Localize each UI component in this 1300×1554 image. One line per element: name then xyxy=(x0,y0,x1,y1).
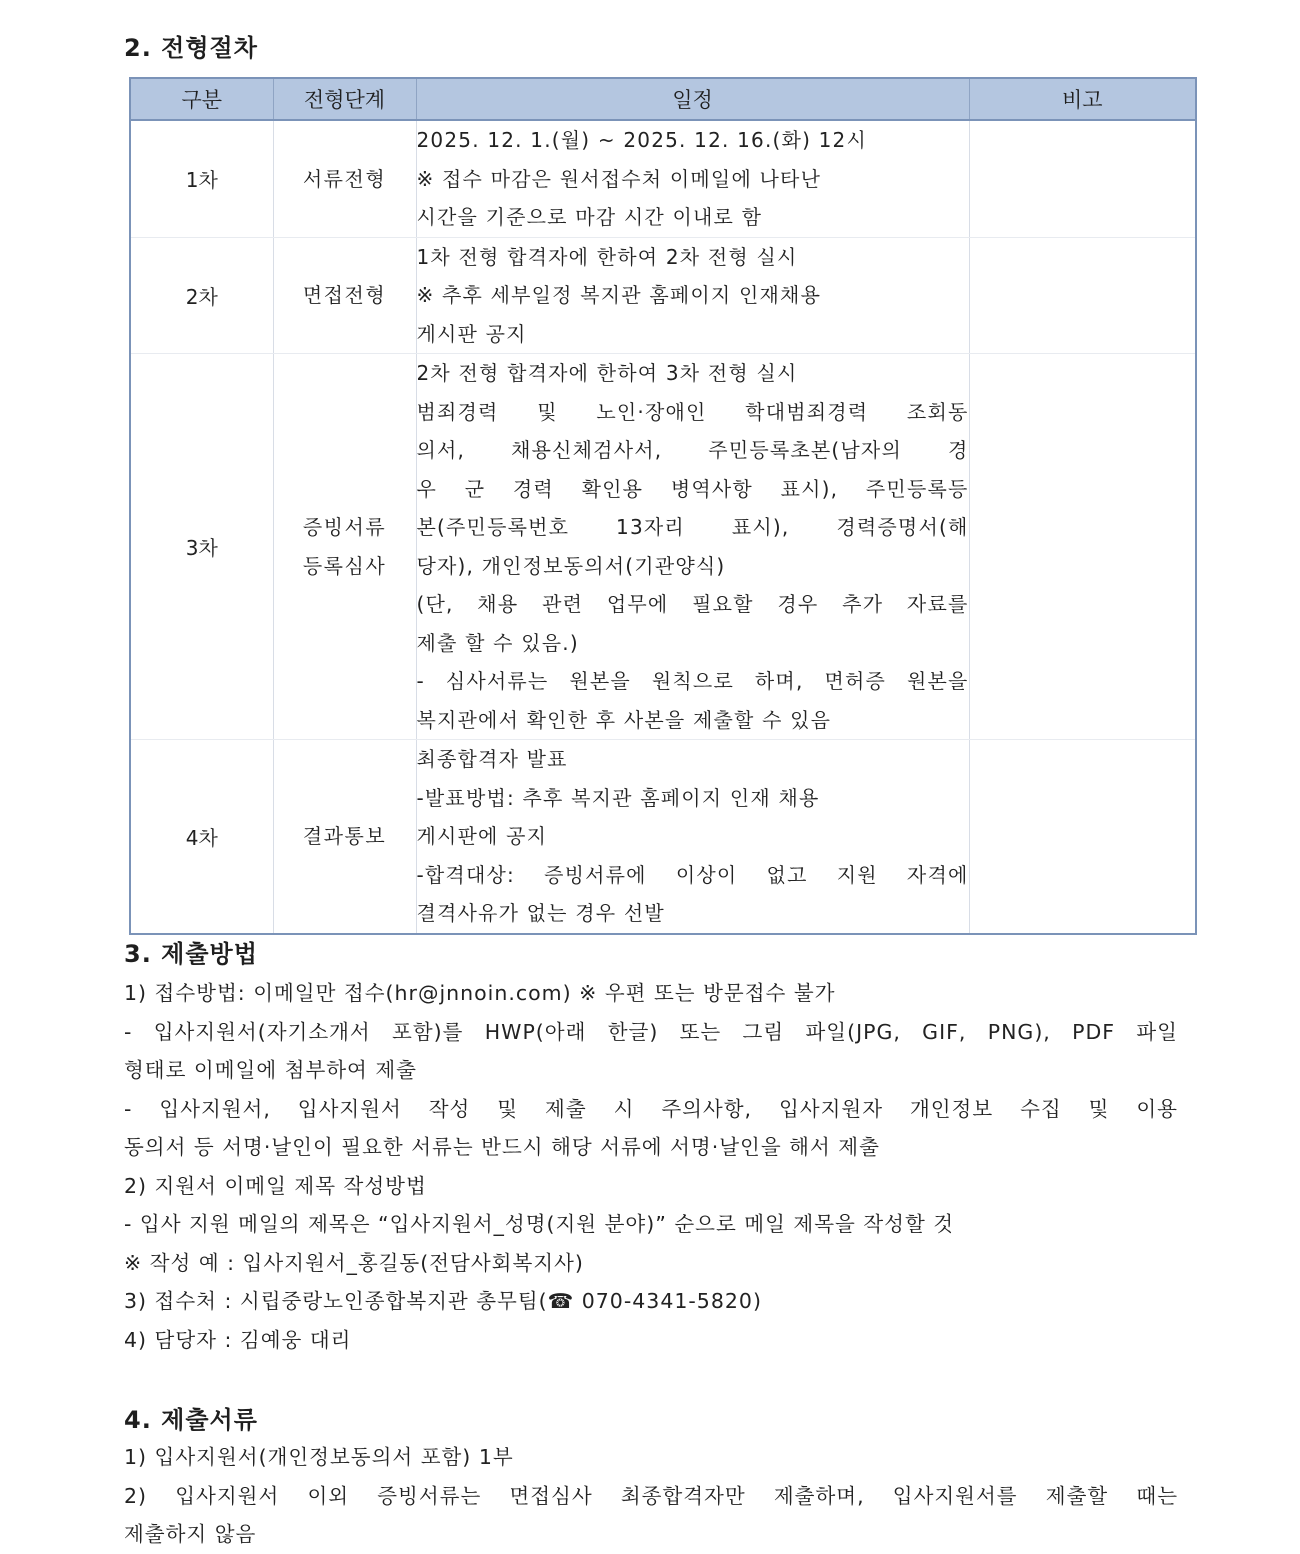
section-heading-submission-method: 3. 제출방법 xyxy=(124,940,258,968)
schedule-line: 복지관에서 확인한 후 사본을 제출할 수 있음 xyxy=(416,707,832,732)
schedule-line: 게시판 공지 xyxy=(416,321,527,346)
table-row xyxy=(130,740,1196,934)
stage-line: 증빙서류 xyxy=(302,515,387,539)
body-line: - 입사지원서, 입사지원서 작성 및 제출 시 주의사항, 입사지원자 개인정보 수집 및 이용 xyxy=(124,1096,1178,1121)
body-line: - 입사지원서(자기소개서 포함)를 HWP(아래 한글) 또는 그림 파일(JPG, GIF, PNG), PDF 파일 xyxy=(124,1019,1178,1044)
body-line: 3) 접수처 : 시립중랑노인종합복지관 총무팀(☎ 070-4341-5820) xyxy=(124,1289,762,1313)
table-row xyxy=(130,120,1196,237)
round-cell: 3차 xyxy=(130,354,273,740)
column-header-stage: 전형단계 xyxy=(273,78,416,120)
stage-line: 등록심사 xyxy=(302,553,387,578)
schedule-line: 본(주민등록번호 13자리 표시), 경력증명서(해 xyxy=(416,515,969,539)
table-row xyxy=(130,354,1196,740)
schedule-line: 제출 할 수 있음.) xyxy=(416,630,579,655)
note-cell xyxy=(969,740,1196,934)
round-cell: 2차 xyxy=(130,237,273,354)
body-line: 1) 입사지원서(개인정보동의서 포함) 1부 xyxy=(124,1445,514,1469)
schedule-line: ※ 추후 세부일정 복지관 홈페이지 인재채용 xyxy=(416,283,822,307)
stage-cell: 서류전형 xyxy=(273,120,416,237)
schedule-line: -발표방법: 추후 복지관 홈페이지 인재 채용 xyxy=(416,785,820,810)
schedule-line: 게시판에 공지 xyxy=(416,824,548,848)
stage-cell: 면접전형 xyxy=(273,237,416,354)
schedule-line: 1차 전형 합격자에 한하여 2차 전형 실시 xyxy=(416,244,798,269)
schedule-line: ※ 접수 마감은 원서접수처 이메일에 나타난 xyxy=(416,166,822,191)
schedule-line: - 심사서류는 원본을 원칙으로 하며, 면허증 원본을 xyxy=(416,669,969,693)
schedule-line: 의서, 채용신체검사서, 주민등록초본(남자의 경 xyxy=(416,438,969,462)
schedule-line: 2차 전형 합격자에 한하여 3차 전형 실시 xyxy=(416,361,798,385)
body-line: 1) 접수방법: 이메일만 접수(hr@jnnoin.com) ※ 우편 또는 방문접수 불가 xyxy=(124,981,836,1005)
column-header-round: 구분 xyxy=(130,78,273,120)
column-header-schedule: 일정 xyxy=(416,78,969,120)
body-line: 2) 지원서 이메일 제목 작성방법 xyxy=(124,1173,427,1198)
round-cell: 1차 xyxy=(130,120,273,237)
stage-cell xyxy=(273,354,416,740)
schedule-line: 범죄경력 및 노인·장애인 학대범죄경력 조회동 xyxy=(416,399,969,424)
note-cell xyxy=(969,120,1196,237)
table-header-row xyxy=(130,78,1196,120)
section-heading-required-documents: 4. 제출서류 xyxy=(124,1406,258,1434)
schedule-line: 당자), 개인정보동의서(기관양식) xyxy=(416,553,726,578)
body-line: 제출하지 않음 xyxy=(124,1522,257,1546)
schedule-cell xyxy=(416,740,969,934)
section-heading-selection-process: 2. 전형절차 xyxy=(124,34,258,62)
schedule-cell xyxy=(416,120,969,237)
schedule-line: 결격사유가 없는 경우 선발 xyxy=(416,901,665,925)
body-line: ※ 작성 예 : 입사지원서_홍길동(전담사회복지사) xyxy=(124,1250,584,1275)
schedule-line: 우 군 경력 확인용 병역사항 표시), 주민등록등 xyxy=(416,476,969,501)
schedule-line: (단, 채용 관련 업무에 필요할 경우 추가 자료를 xyxy=(416,592,969,616)
schedule-line: 2025. 12. 1.(월) ~ 2025. 12. 16.(화) 12시 xyxy=(416,128,867,152)
schedule-line: -합격대상: 증빙서류에 이상이 없고 지원 자격에 xyxy=(416,862,969,887)
note-cell xyxy=(969,354,1196,740)
schedule-cell xyxy=(416,237,969,354)
body-line: 4) 담당자 : 김예웅 대리 xyxy=(124,1327,352,1352)
schedule-line: 시간을 기준으로 마감 시간 이내로 함 xyxy=(416,205,763,229)
body-line: 형태로 이메일에 첨부하여 제출 xyxy=(124,1058,417,1082)
round-cell: 4차 xyxy=(130,740,273,934)
schedule-cell xyxy=(416,354,969,740)
submission-method-body xyxy=(124,974,1178,1359)
body-line: - 입사 지원 메일의 제목은 “입사지원서_성명(지원 분야)” 순으로 메일 제목을 작성할 것 xyxy=(124,1212,955,1236)
stage-cell: 결과통보 xyxy=(273,740,416,934)
table-row xyxy=(130,237,1196,354)
body-line: 동의서 등 서명·날인이 필요한 서류는 반드시 해당 서류에 서명·날인을 해서 제출 xyxy=(124,1135,880,1159)
selection-process-table xyxy=(129,77,1197,935)
required-documents-body xyxy=(124,1438,1178,1554)
schedule-line: 최종합격자 발표 xyxy=(416,747,568,771)
body-line: 2) 입사지원서 이외 증빙서류는 면접심사 최종합격자만 제출하며, 입사지원서를 제출할 때는 xyxy=(124,1483,1178,1508)
note-cell xyxy=(969,237,1196,354)
column-header-note: 비고 xyxy=(969,78,1196,120)
